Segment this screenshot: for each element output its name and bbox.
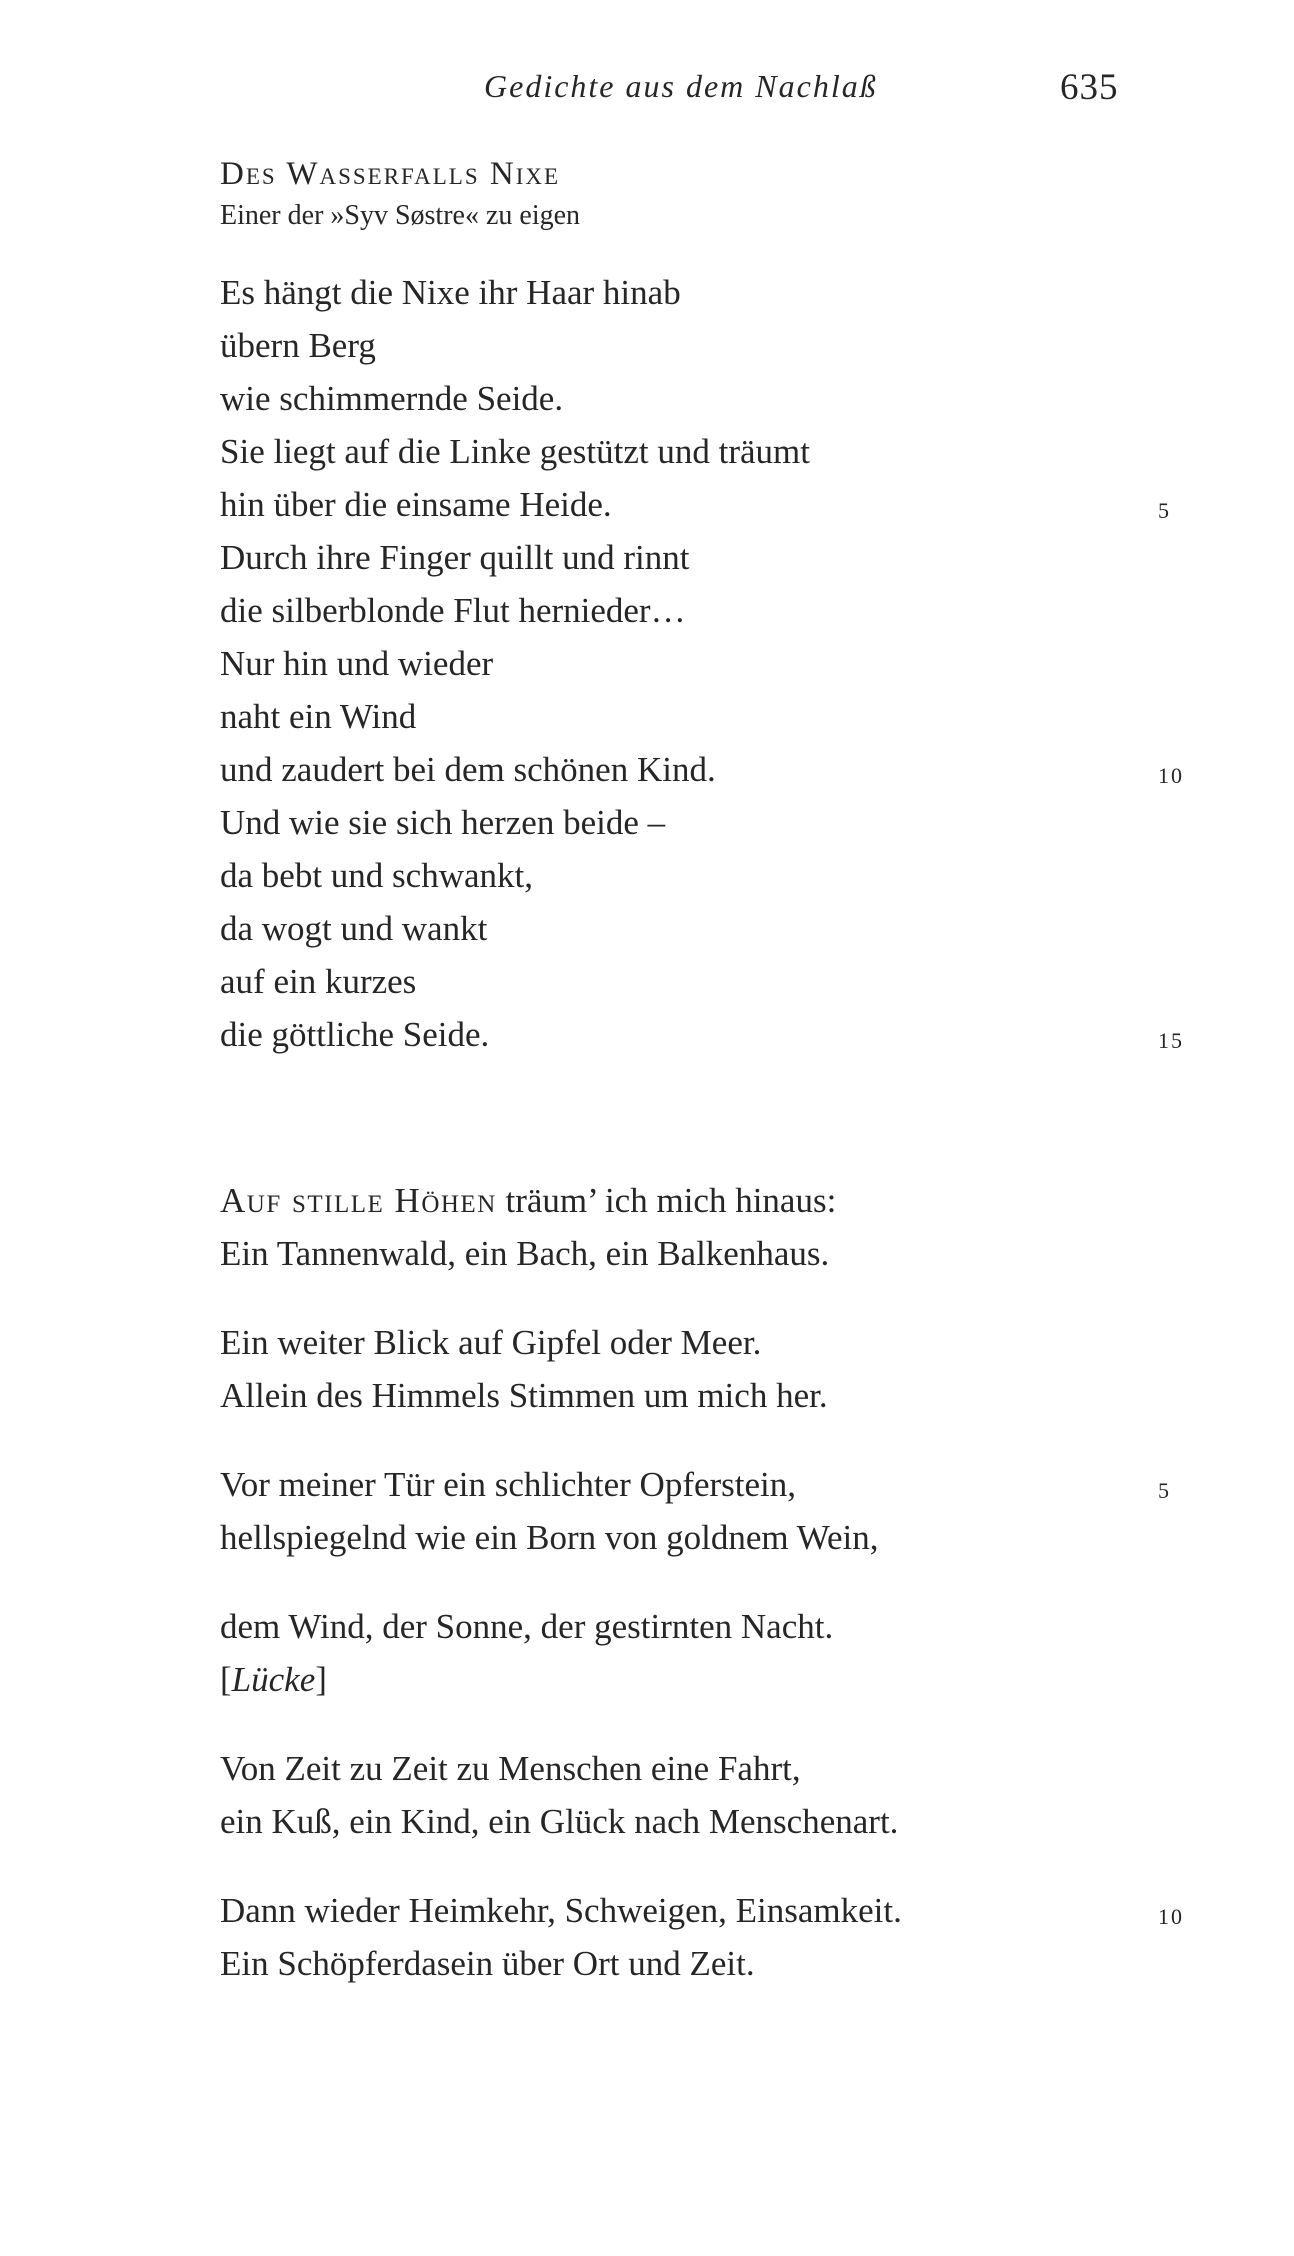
poem-line: da wogt und wankt bbox=[220, 909, 488, 948]
poem-first-line: Auf stille Höhen träum’ ich mich hinaus: bbox=[220, 1181, 837, 1220]
line-number: 10 bbox=[1158, 1904, 1184, 1929]
line-number: 15 bbox=[1158, 1028, 1184, 1053]
poem-line: Durch ihre Finger quillt und rinnt bbox=[220, 538, 690, 577]
poem-line: die göttliche Seide. 15 bbox=[220, 1008, 1200, 1061]
poem-line: Ein weiter Blick auf Gipfel oder Meer. bbox=[220, 1323, 762, 1362]
poem-incipit: Auf stille Höhen bbox=[220, 1181, 497, 1220]
line-number: 10 bbox=[1158, 763, 1184, 788]
editorial-gap-marker: [Lücke] bbox=[220, 1660, 327, 1699]
poem-line: ein Kuß, ein Kind, ein Glück nach Menschenart. bbox=[220, 1802, 899, 1841]
poem-line: Nur hin und wieder bbox=[220, 644, 494, 683]
poem-line: Von Zeit zu Zeit zu Menschen eine Fahrt, bbox=[220, 1749, 801, 1788]
poem-line: hellspiegelnd wie ein Born von goldnem Wein, bbox=[220, 1518, 879, 1557]
page-number: 635 bbox=[1060, 67, 1119, 108]
poem-line: Dann wieder Heimkehr, Schweigen, Einsamkeit. 10 bbox=[220, 1884, 1200, 1937]
poem-auf-stille-hoehen bbox=[220, 1174, 1200, 1990]
poem-line: Sie liegt auf die Linke gestützt und träumt bbox=[220, 432, 810, 471]
poem-line: Und wie sie sich herzen beide – bbox=[220, 803, 666, 842]
poem-line: wie schimmernde Seide. bbox=[220, 379, 564, 418]
line-number: 5 bbox=[1158, 498, 1171, 523]
poem-line: da bebt und schwankt, bbox=[220, 856, 533, 895]
poem-line: Ein Tannenwald, ein Bach, ein Balkenhaus. bbox=[220, 1234, 830, 1273]
poem-dedication: Einer der »Syv Søstre« zu eigen bbox=[220, 200, 581, 231]
poem-line: Vor meiner Tür ein schlichter Opferstein, 5 bbox=[220, 1458, 1200, 1511]
poem-line: Allein des Himmels Stimmen um mich her. bbox=[220, 1376, 828, 1415]
poem-line: naht ein Wind bbox=[220, 697, 417, 736]
poem-wasserfalls-nixe bbox=[220, 152, 1200, 1061]
poem-line: übern Berg bbox=[220, 326, 376, 365]
poem-line: hin über die einsame Heide. 5 bbox=[220, 478, 1200, 531]
poem-line: die silberblonde Flut hernieder… bbox=[220, 591, 686, 630]
poem-line: Ein Schöpferdasein über Ort und Zeit. bbox=[220, 1944, 755, 1983]
poem-line: auf ein kurzes bbox=[220, 962, 417, 1001]
poem-line: Es hängt die Nixe ihr Haar hinab bbox=[220, 273, 681, 312]
running-head-title: Gedichte aus dem Nachlaß bbox=[484, 68, 878, 104]
line-number: 5 bbox=[1158, 1478, 1171, 1503]
poem-line: und zaudert bei dem schönen Kind. 10 bbox=[220, 743, 1200, 796]
poem-line: dem Wind, der Sonne, der gestirnten Nacht. bbox=[220, 1607, 834, 1646]
poem-title: Des Wasserfalls Nixe bbox=[220, 156, 561, 192]
